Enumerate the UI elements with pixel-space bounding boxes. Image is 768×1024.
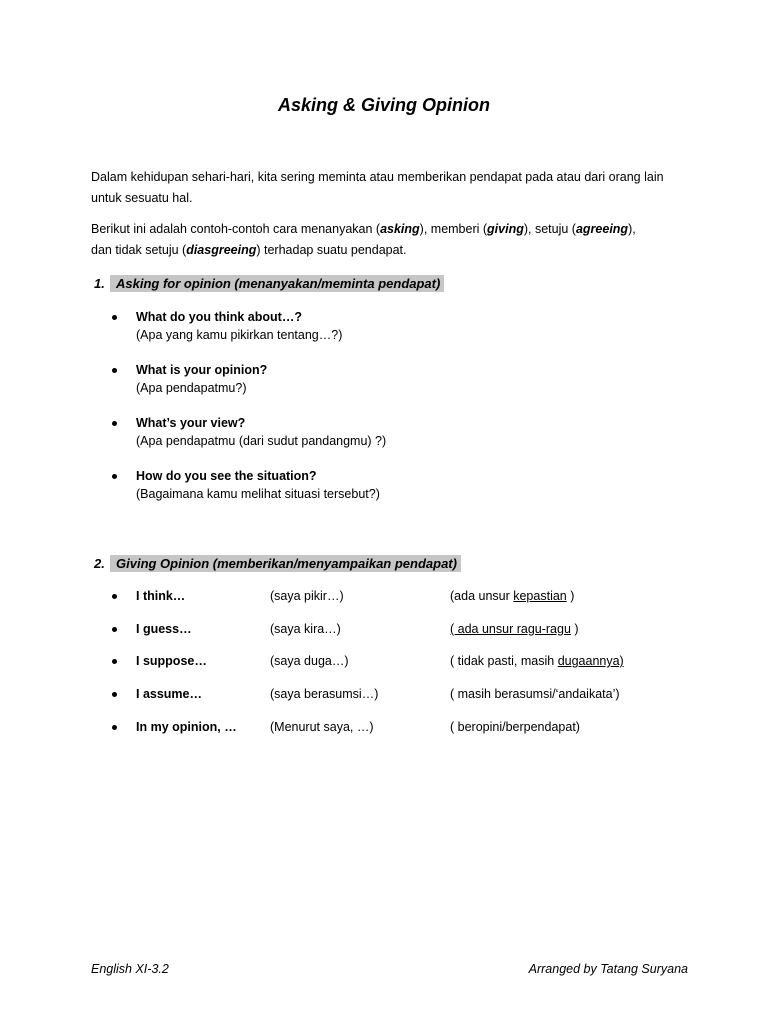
intro-paragraph-1-line-1: Dalam kehidupan sehari-hari, kita sering meminta atau memberikan pendapat pada atau dari orang lain [91, 170, 664, 184]
translation: (saya pikir…) [270, 589, 344, 603]
list-item [112, 653, 712, 686]
translation: (Apa pendapatmu (dari sudut pandangmu) ?) [136, 434, 387, 448]
note-text: ) [570, 621, 579, 636]
translation: (Bagaimana kamu melihat situasi tersebut?) [136, 487, 380, 501]
note [450, 719, 580, 736]
text-run: dan tidak setuju ( [91, 243, 187, 257]
list-item [112, 415, 712, 468]
bullet-icon [112, 594, 117, 599]
note-text: ( beropini/berpendapat) [450, 719, 580, 734]
term-asking: asking [380, 222, 420, 236]
term-giving: giving [487, 222, 524, 236]
translation: (Apa pendapatmu?) [136, 381, 247, 395]
phrase: What is your opinion? [136, 363, 268, 377]
asking-list [112, 309, 712, 521]
section-1-number: 1. [94, 276, 105, 291]
note-underlined: ( ada unsur ragu-ragu [450, 621, 571, 636]
text-run: ), [628, 222, 636, 236]
section-2-heading [94, 555, 461, 572]
text-run: ) terhadap suatu pendapat. [256, 243, 407, 257]
bullet-icon [112, 368, 117, 373]
bullet-icon [112, 692, 117, 697]
page-title: Asking & Giving Opinion [277, 95, 490, 115]
section-1-heading [94, 275, 444, 292]
text-run: Berikut ini adalah contoh-contoh cara menanyakan ( [91, 222, 381, 236]
phrase: What do you think about…? [136, 310, 302, 324]
bullet-icon [112, 421, 117, 426]
phrase: I think… [136, 589, 186, 603]
translation: (Menurut saya, …) [270, 719, 374, 734]
note [450, 686, 620, 703]
section-2-number: 2. [94, 556, 105, 571]
phrase: I guess… [136, 621, 192, 636]
note-text: ( tidak pasti, masih [450, 654, 558, 669]
translation: (Apa yang kamu pikirkan tentang…?) [136, 328, 343, 342]
section-1-title: Asking for opinion (menanyakan/meminta pendapat) [110, 275, 444, 292]
intro-paragraph-2 [91, 219, 701, 261]
phrase: How do you see the situation? [136, 469, 317, 483]
list-item [112, 686, 712, 719]
intro-paragraph-1 [91, 167, 701, 209]
phrase: In my opinion, … [136, 719, 237, 734]
bullet-icon [112, 659, 117, 664]
bullet-icon [112, 725, 117, 730]
translation: (saya duga…) [270, 654, 349, 669]
note [450, 588, 574, 605]
list-item [112, 719, 712, 752]
term-agreeing: agreeing [575, 222, 629, 236]
intro-paragraph-1-line-2: untuk sesuatu hal. [91, 191, 193, 205]
text-run: ), memberi ( [419, 222, 488, 236]
note [450, 653, 624, 670]
list-item [112, 362, 712, 415]
section-2-title: Giving Opinion (memberikan/menyampaikan pendapat) [110, 555, 461, 572]
note [450, 621, 579, 638]
list-item [112, 621, 712, 654]
phrase: I suppose… [136, 654, 207, 669]
intro-paragraph-2-line-1 [91, 219, 701, 240]
note-text: ) [566, 589, 575, 603]
note-underlined: dugaannya) [557, 654, 624, 669]
text-run: ), setuju ( [523, 222, 576, 236]
translation: (saya berasumsi…) [270, 687, 379, 702]
term-disagreeing: diasgreeing [186, 243, 257, 257]
footer-right: Arranged by Tatang Suryana [528, 962, 688, 976]
note-text: (ada unsur [450, 589, 514, 603]
giving-list [112, 588, 712, 751]
note-text: ( masih berasumsi/‘andaikata’) [450, 687, 620, 702]
bullet-icon [112, 474, 117, 479]
list-item [112, 588, 712, 621]
bullet-icon [112, 627, 117, 632]
note-underlined: kepastian [513, 589, 567, 603]
footer-left: English XI-3.2 [91, 962, 169, 976]
intro-paragraph-2-line-2 [91, 240, 701, 261]
list-item [112, 309, 712, 362]
list-item [112, 468, 712, 521]
phrase: I assume… [136, 687, 203, 702]
translation: (saya kira…) [270, 621, 341, 636]
phrase: What’s your view? [136, 416, 246, 430]
bullet-icon [112, 315, 117, 320]
